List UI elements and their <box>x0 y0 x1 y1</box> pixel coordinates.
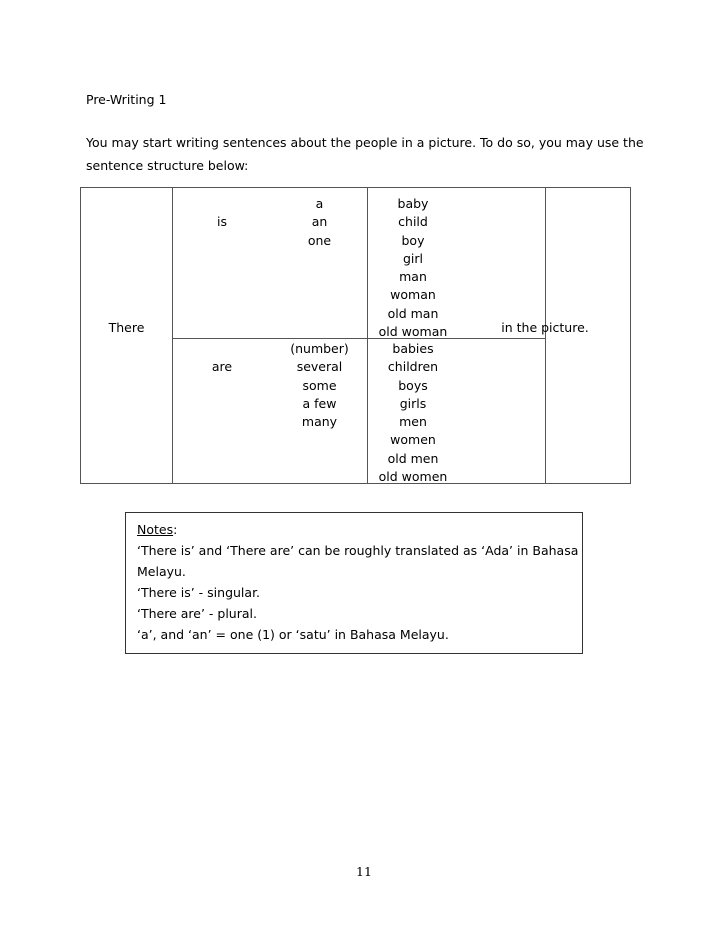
table-row-divider <box>172 338 545 339</box>
noun-item: baby <box>397 196 429 211</box>
notes-heading <box>137 519 582 540</box>
noun-item: men <box>399 414 427 430</box>
table-divider <box>172 188 173 483</box>
intro-line-2: sentence structure below: <box>86 158 249 173</box>
notes-line: ‘There is’ and ‘There are’ can be roughly translated as ‘Ada’ in Bahasa <box>137 543 579 558</box>
noun-item: child <box>398 214 428 230</box>
noun-item: old men <box>387 450 439 466</box>
page-number: 11 <box>356 864 372 879</box>
noun-item: woman <box>390 287 436 303</box>
verb-singular-cell: is <box>217 214 227 229</box>
determiners-plural-cell <box>272 340 367 431</box>
noun-item: boy <box>401 232 425 248</box>
noun-item: man <box>399 269 427 285</box>
determiner-item: one <box>307 232 332 248</box>
notes-line: Melayu. <box>137 564 186 579</box>
noun-item: children <box>387 359 439 375</box>
nouns-plural-cell <box>367 340 459 486</box>
noun-item: girls <box>399 395 427 411</box>
determiners-singular-cell <box>272 195 367 250</box>
noun-item: boys <box>398 377 428 393</box>
determiner-item: a few <box>302 395 337 411</box>
section-heading: Pre-Writing 1 <box>86 92 167 107</box>
noun-item: old women <box>378 469 448 485</box>
determiner-item: some <box>302 377 337 393</box>
determiner-item: several <box>296 359 343 375</box>
table-divider <box>545 188 546 483</box>
notes-box <box>125 512 583 654</box>
subject-cell: There <box>108 320 145 335</box>
noun-item: women <box>390 432 436 448</box>
notes-line: ‘There is’ - singular. <box>137 585 261 600</box>
determiner-item: many <box>301 414 338 430</box>
noun-item: babies <box>392 341 434 356</box>
determiner-item: (number) <box>290 341 349 356</box>
noun-item: girl <box>402 250 424 266</box>
notes-line: ‘a’, and ‘an’ = one (1) or ‘satu’ in Bahasa Melayu. <box>137 627 449 642</box>
determiner-item: a <box>315 196 324 211</box>
determiner-item: an <box>311 214 328 230</box>
notes-line: ‘There are’ - plural. <box>137 606 257 621</box>
notes-title: Notes <box>137 522 174 537</box>
nouns-singular-cell <box>367 195 459 341</box>
notes-title-colon: : <box>173 522 178 537</box>
intro-line-1: You may start writing sentences about the people in a picture. To do so, you may use the <box>86 135 644 150</box>
noun-item: old woman <box>378 324 448 340</box>
verb-plural-cell: are <box>211 359 233 374</box>
noun-item: old man <box>387 305 439 321</box>
intro-paragraph <box>86 131 646 177</box>
sentence-structure-table <box>80 187 631 484</box>
ending-cell: in the picture. <box>501 320 589 335</box>
